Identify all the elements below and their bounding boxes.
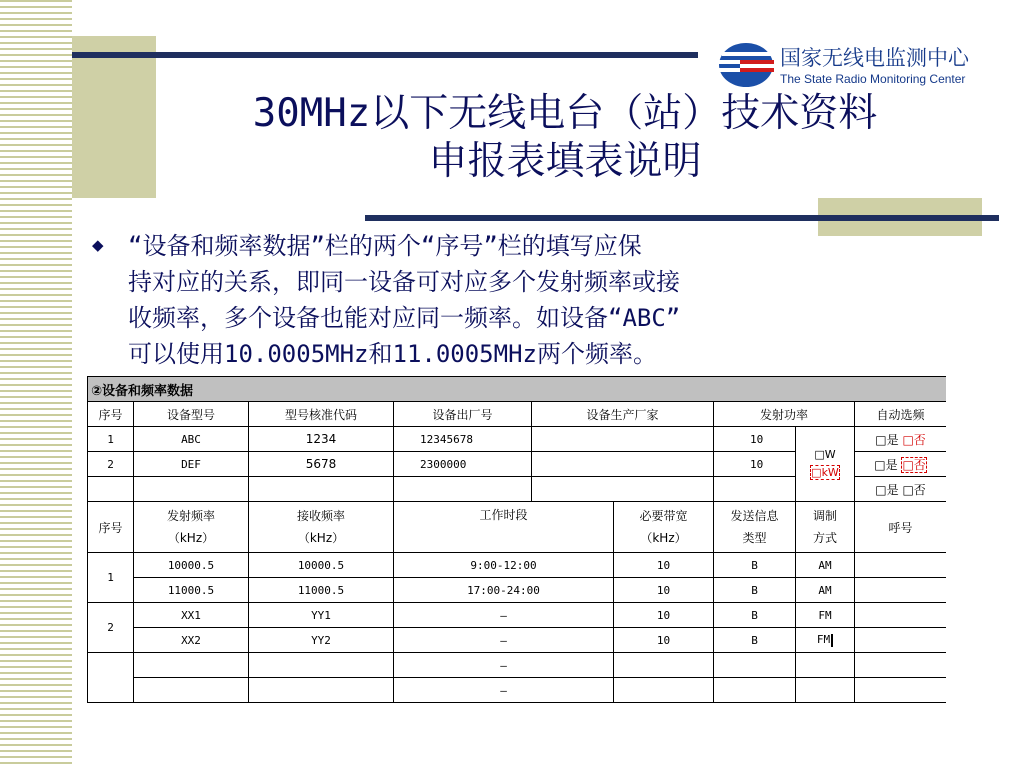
equipment-frequency-table bbox=[87, 376, 946, 703]
bullet-line: 收频率，多个设备也能对应同一频率。如设备“ABC” bbox=[128, 304, 681, 332]
col-header-text: 必要带宽 bbox=[639, 509, 688, 523]
col-header-text: 发送信息 bbox=[730, 509, 779, 523]
auto-yes: □是 bbox=[875, 432, 899, 447]
freq-call bbox=[855, 578, 947, 603]
bullet-paragraph bbox=[128, 228, 928, 372]
bullet-line: 可以使用10.0005MHz和11.0005MHz两个频率。 bbox=[128, 340, 657, 368]
freq-tx: 11000.5 bbox=[134, 578, 249, 603]
power-unit-cell bbox=[796, 427, 855, 502]
freq-period: – bbox=[394, 628, 614, 653]
col-header bbox=[614, 502, 714, 553]
freq-rx: 11000.5 bbox=[249, 578, 394, 603]
freq-rx bbox=[249, 653, 394, 678]
col-header: 发射功率 bbox=[714, 402, 855, 427]
freq-rx: YY2 bbox=[249, 628, 394, 653]
col-header: 设备出厂号 bbox=[394, 402, 532, 427]
equip-code: 5678 bbox=[249, 452, 394, 477]
equip-serial: 12345678 bbox=[394, 427, 532, 452]
equip-model: ABC bbox=[134, 427, 249, 452]
freq-rx: YY1 bbox=[249, 603, 394, 628]
freq-mod: AM bbox=[796, 578, 855, 603]
freq-tx: XX1 bbox=[134, 603, 249, 628]
freq-bw: 10 bbox=[614, 578, 714, 603]
col-header: 型号核准代码 bbox=[249, 402, 394, 427]
col-header-unit: （kHz） bbox=[640, 531, 687, 545]
freq-period: – bbox=[394, 653, 614, 678]
unit-w-checkbox: □W bbox=[814, 448, 836, 461]
equip-serial bbox=[394, 477, 532, 502]
slide-title bbox=[160, 90, 970, 186]
auto-no: □否 bbox=[902, 482, 926, 497]
freq-info: B bbox=[714, 578, 796, 603]
freq-mod bbox=[796, 653, 855, 678]
logo-org-name-en: The State Radio Monitoring Center bbox=[780, 72, 966, 86]
col-header-unit: （kHz） bbox=[297, 531, 345, 545]
col-header: 自动选频 bbox=[855, 402, 947, 427]
equip-power: 10 bbox=[714, 452, 796, 477]
diamond-bullet-icon: ◆ bbox=[92, 236, 104, 254]
col-header bbox=[134, 502, 249, 553]
equip-power: 10 bbox=[714, 427, 796, 452]
text-cursor bbox=[831, 634, 833, 647]
freq-mod: AM bbox=[796, 553, 855, 578]
col-header: 序号 bbox=[88, 402, 134, 427]
equip-code bbox=[249, 477, 394, 502]
equipment-frequency-table-image bbox=[87, 376, 946, 710]
equip-maker bbox=[532, 452, 714, 477]
freq-mod bbox=[796, 678, 855, 703]
slide-title-line-2: 申报表填表说明 bbox=[428, 139, 702, 184]
freq-info bbox=[714, 653, 796, 678]
unit-kw-checkbox: □kW bbox=[811, 466, 839, 479]
title-rule-bottom bbox=[365, 215, 999, 221]
freq-call bbox=[855, 628, 947, 653]
col-header-text: 发射频率 bbox=[166, 509, 215, 523]
freq-tx bbox=[134, 653, 249, 678]
equip-code: 1234 bbox=[249, 427, 394, 452]
col-header-text: 接收频率 bbox=[296, 509, 345, 523]
equip-seq bbox=[88, 477, 134, 502]
col-header-text: 工作时段 bbox=[479, 508, 528, 522]
equip-serial: 2300000 bbox=[394, 452, 532, 477]
auto-no: □否 bbox=[902, 457, 926, 472]
freq-period: 17:00-24:00 bbox=[394, 578, 614, 603]
auto-yes: □是 bbox=[875, 482, 899, 497]
freq-bw bbox=[614, 678, 714, 703]
tan-accent-block bbox=[72, 36, 156, 198]
equip-power bbox=[714, 477, 796, 502]
equip-model: DEF bbox=[134, 452, 249, 477]
equip-seq: 1 bbox=[88, 427, 134, 452]
col-header bbox=[394, 502, 614, 553]
freq-call bbox=[855, 603, 947, 628]
col-header: 呼号 bbox=[855, 502, 947, 553]
bullet-line: 持对应的关系，即同一设备可对应多个发射频率或接 bbox=[128, 268, 680, 296]
col-header: 序号 bbox=[88, 502, 134, 553]
bullet-line: “设备和频率数据”栏的两个“序号”栏的填写应保 bbox=[128, 232, 642, 260]
equip-maker bbox=[532, 477, 714, 502]
col-header: 设备型号 bbox=[134, 402, 249, 427]
freq-mod: FM bbox=[816, 633, 831, 647]
logo-org-name-cn: 国家无线电监测中心 bbox=[780, 46, 969, 70]
freq-bw: 10 bbox=[614, 603, 714, 628]
freq-bw bbox=[614, 653, 714, 678]
freq-tx: 10000.5 bbox=[134, 553, 249, 578]
freq-seq: 2 bbox=[88, 603, 134, 653]
srmc-emblem-icon bbox=[718, 42, 774, 88]
freq-bw: 10 bbox=[614, 553, 714, 578]
freq-info: B bbox=[714, 603, 796, 628]
equip-model bbox=[134, 477, 249, 502]
equip-seq: 2 bbox=[88, 452, 134, 477]
freq-tx bbox=[134, 678, 249, 703]
col-header-text: 类型 bbox=[742, 531, 767, 545]
freq-period: – bbox=[394, 678, 614, 703]
col-header bbox=[714, 502, 796, 553]
freq-mod: FM bbox=[796, 603, 855, 628]
col-header bbox=[796, 502, 855, 553]
freq-mod-cell bbox=[796, 628, 855, 653]
freq-bw: 10 bbox=[614, 628, 714, 653]
col-header: 设备生产厂家 bbox=[532, 402, 714, 427]
freq-info: B bbox=[714, 553, 796, 578]
freq-seq: 1 bbox=[88, 553, 134, 603]
auto-select-cell bbox=[855, 427, 947, 452]
auto-select-cell bbox=[855, 477, 947, 502]
freq-call bbox=[855, 553, 947, 578]
freq-seq bbox=[88, 653, 134, 703]
title-rule-top bbox=[72, 52, 698, 58]
col-header-text: 方式 bbox=[812, 531, 837, 545]
srmc-logo bbox=[718, 40, 1018, 90]
freq-tx: XX2 bbox=[134, 628, 249, 653]
freq-period: 9:00-12:00 bbox=[394, 553, 614, 578]
section-title: ②设备和频率数据 bbox=[88, 377, 947, 402]
freq-call bbox=[855, 678, 947, 703]
left-stripe-decoration bbox=[0, 0, 72, 768]
freq-info: B bbox=[714, 628, 796, 653]
freq-rx: 10000.5 bbox=[249, 553, 394, 578]
freq-period: – bbox=[394, 603, 614, 628]
freq-call bbox=[855, 653, 947, 678]
slide-title-line-1: 30MHz以下无线电台（站）技术资料 bbox=[252, 91, 878, 136]
auto-no: □否 bbox=[902, 432, 926, 447]
auto-yes: □是 bbox=[874, 457, 898, 472]
freq-info bbox=[714, 678, 796, 703]
col-header-unit: （kHz） bbox=[167, 531, 215, 545]
freq-rx bbox=[249, 678, 394, 703]
equip-maker bbox=[532, 427, 714, 452]
col-header bbox=[249, 502, 394, 553]
col-header-text: 调制 bbox=[812, 509, 837, 523]
auto-select-cell bbox=[855, 452, 947, 477]
